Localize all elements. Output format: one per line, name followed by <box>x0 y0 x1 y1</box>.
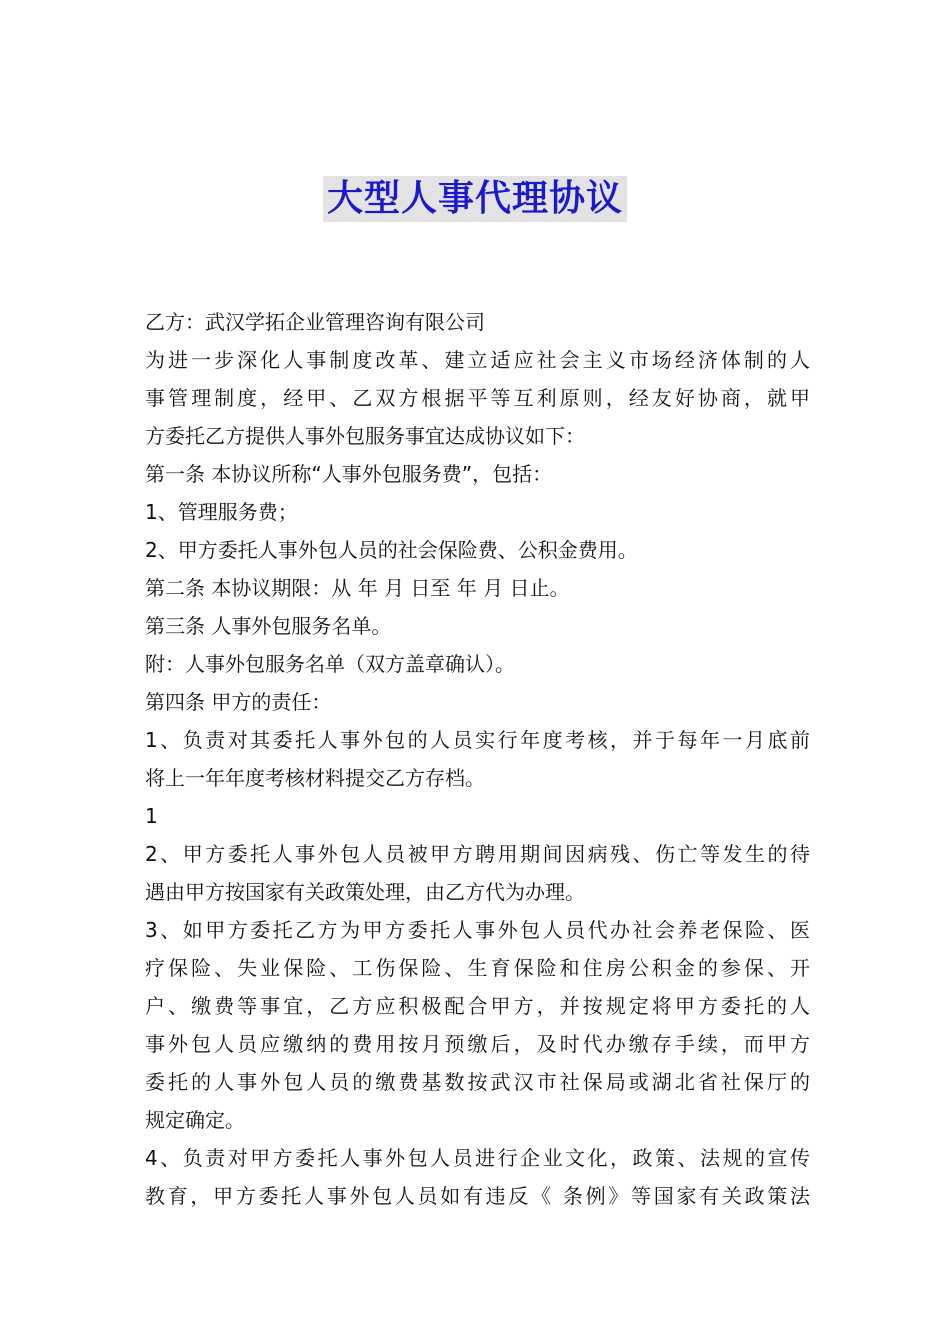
text-line: 1、管理服务费； <box>145 500 298 524</box>
text-line: 4、负责对甲方委托人事外包人员进行企业文化，政策、法规的宣传 <box>145 1146 810 1170</box>
text-line: 3、如甲方委托乙方为甲方委托人事外包人员代办社会养老保险、医 <box>145 918 810 942</box>
text-line: 为进一步深化人事制度改革、建立适应社会主义市场经济体制的人 <box>145 348 810 372</box>
text-line: 2、甲方委托人事外包人员被甲方聘用期间因病残、伤亡等发生的待 <box>145 842 810 866</box>
document-title: 大型人事代理协议 <box>323 176 627 222</box>
text-line: 第一条 本协议所称“人事外包服务费”，包括： <box>145 462 553 486</box>
text-line: 附：人事外包服务名单（双方盖章确认）。 <box>145 652 515 676</box>
text-line: 第二条 本协议期限：从 年 月 日至 年 月 日止。 <box>145 576 570 600</box>
text-line: 规定确定。 <box>145 1108 245 1132</box>
text-line: 2、甲方委托人事外包人员的社会保险费、公积金费用。 <box>145 538 638 562</box>
text-line: 事外包人员应缴纳的费用按月预缴后，及时代办缴存手续，而甲方 <box>145 1032 810 1056</box>
text-line: 遇由甲方按国家有关政策处理，由乙方代为办理。 <box>145 880 585 904</box>
text-line: 1 <box>145 804 158 828</box>
text-line: 第三条 人事外包服务名单。 <box>145 614 392 638</box>
text-line: 疗保险、失业保险、工伤保险、生育保险和住房公积金的参保、开 <box>145 956 810 980</box>
text-line: 将上一年年度考核材料提交乙方存档。 <box>145 766 485 790</box>
text-line: 教育，甲方委托人事外包人员如有违反《 条例》等国家有关政策法 <box>145 1184 810 1208</box>
text-line: 事管理制度，经甲、乙双方根据平等互利原则，经友好协商，就甲 <box>145 386 810 410</box>
document-body <box>145 303 810 1215</box>
text-line: 委托的人事外包人员的缴费基数按武汉市社保局或湖北省社保厅的 <box>145 1070 810 1094</box>
text-line: 第四条 甲方的责任： <box>145 690 332 714</box>
text-line: 1、负责对其委托人事外包的人员实行年度考核，并于每年一月底前 <box>145 728 810 752</box>
text-line: 户、缴费等事宜，乙方应积极配合甲方，并按规定将甲方委托的人 <box>145 994 810 1018</box>
text-line: 乙方：武汉学拓企业管理咨询有限公司 <box>145 310 485 334</box>
text-line: 方委托乙方提供人事外包服务事宜达成协议如下： <box>145 424 585 448</box>
title-container <box>0 176 950 222</box>
